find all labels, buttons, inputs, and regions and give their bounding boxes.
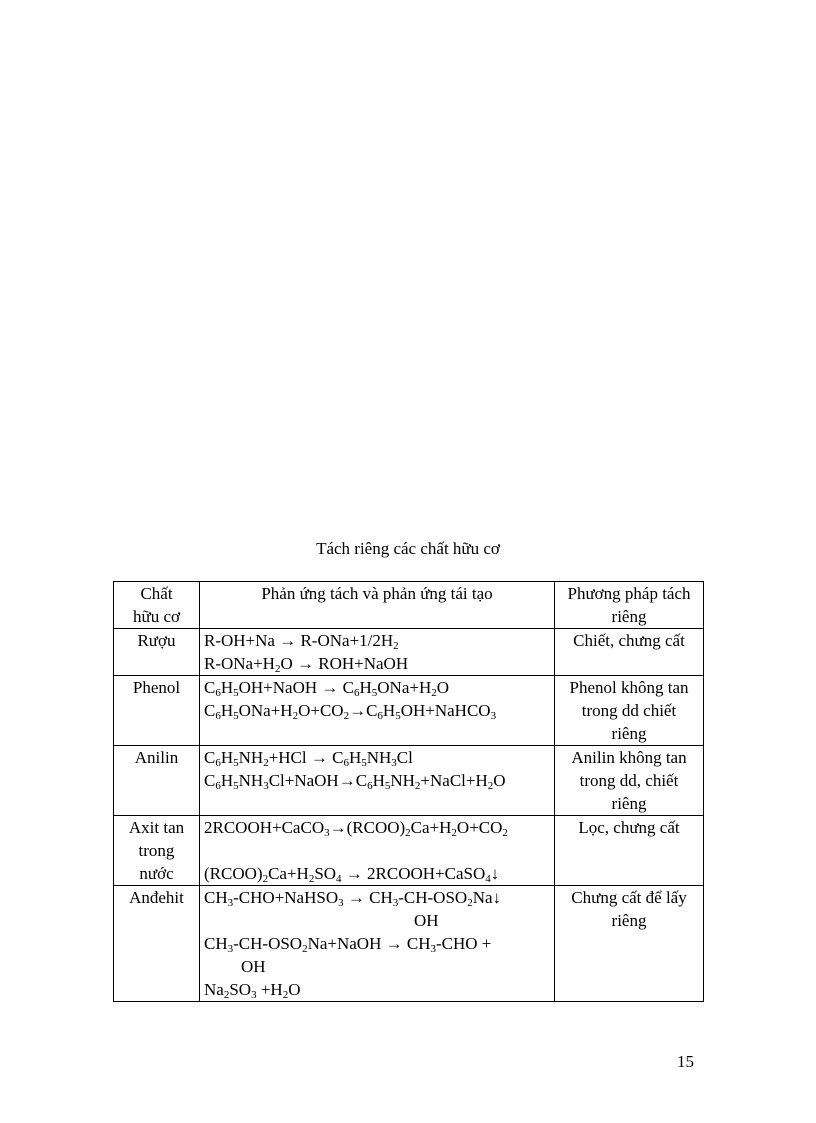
formula-text: -CHO+NaHSO [233, 888, 339, 907]
subscript: 2 [263, 757, 269, 769]
substance-cell: Rượu [114, 629, 200, 676]
subscript: 3 [391, 757, 397, 769]
reaction-line [204, 932, 550, 955]
subscript: 6 [215, 757, 221, 769]
formula-text: Cl+NaOH→C [268, 771, 368, 790]
reaction-line [204, 769, 550, 792]
formula-text: Ca+H [410, 818, 452, 837]
formula-text: OH [414, 911, 439, 930]
reaction-cell [200, 676, 555, 746]
formula-text: →(RCOO) [329, 818, 406, 837]
formula-text: +HCl → C [268, 748, 344, 767]
formula-text: NH [238, 771, 264, 790]
subscript: 5 [395, 710, 401, 722]
formula-text: C [204, 748, 216, 767]
formula-text: NH [390, 771, 415, 790]
subscript: 6 [215, 710, 221, 722]
substance-cell: Anilin [114, 746, 200, 816]
subscript: 3 [430, 943, 436, 955]
formula-text: -CH-OSO [398, 888, 468, 907]
formula-text: -CHO + [435, 934, 492, 953]
formula-text: OH+NaOH → C [238, 678, 354, 697]
formula-text: O+CO [456, 818, 503, 837]
formula-text: O [493, 771, 506, 790]
formula-text: O → ROH+NaOH [280, 654, 409, 673]
formula-text: O [436, 678, 450, 697]
formula-text: ONa+H [238, 701, 293, 720]
formula-text: C [204, 678, 216, 697]
reaction-line [204, 909, 550, 932]
header-substance: Chất hữu cơ [114, 582, 200, 629]
table-row [114, 886, 704, 1002]
formula-text: H [220, 748, 234, 767]
subscript: 5 [233, 780, 239, 792]
formula-text: 2RCOOH+CaCO [204, 818, 325, 837]
subscript: 3 [227, 943, 234, 955]
reaction-line [204, 886, 550, 909]
subscript: 5 [233, 757, 239, 769]
subscript: 2 [308, 873, 315, 885]
subscript: 2 [223, 989, 230, 1001]
reaction-line [204, 699, 550, 722]
formula-text: C [204, 771, 216, 790]
table-row [114, 816, 704, 886]
method-cell: Lọc, chưng cất [555, 816, 704, 886]
reaction-line [204, 652, 550, 675]
formula-text: +H [256, 980, 283, 999]
subscript: 2 [414, 780, 421, 792]
reaction-line [204, 978, 550, 1001]
subscript: 2 [431, 687, 437, 699]
subscript: 6 [353, 687, 360, 699]
subscript: 2 [292, 710, 299, 722]
subscript: 6 [367, 780, 373, 792]
subscript: 2 [302, 943, 308, 955]
subscript: 3 [324, 827, 330, 839]
formula-text: R-OH+Na → R-ONa+1/2H [204, 631, 394, 650]
subscript: 5 [233, 710, 239, 722]
subscript: 6 [377, 710, 383, 722]
subscript: 3 [251, 989, 257, 1001]
reaction-line [204, 862, 550, 885]
table-row [114, 746, 704, 816]
table-header-row [114, 582, 704, 629]
method-cell: Anilin không tan trong dd, chiết riêng [555, 746, 704, 816]
formula-text: O+CO [298, 701, 344, 720]
formula-text: SO [314, 864, 337, 883]
subscript: 2 [282, 989, 289, 1001]
subscript: 2 [451, 827, 457, 839]
subscript: 2 [262, 873, 269, 885]
blank-line [204, 839, 550, 862]
formula-text: C [204, 701, 216, 720]
subscript: 6 [343, 757, 349, 769]
formula-text: Na↓ [472, 888, 502, 907]
reaction-cell [200, 746, 555, 816]
formula-text: → 2RCOOH+CaSO [341, 864, 486, 883]
subscript: 2 [274, 663, 281, 675]
substance-cell: Axit tan trong nước [114, 816, 200, 886]
formula-text: Na+NaOH → CH [307, 934, 431, 953]
subscript: 5 [371, 687, 378, 699]
method-cell: Chiết, chưng cất [555, 629, 704, 676]
formula-text: O [288, 980, 301, 999]
formula-text: +NaCl+H [420, 771, 488, 790]
formula-text: →C [349, 701, 378, 720]
subscript: 6 [215, 780, 221, 792]
reaction-cell [200, 816, 555, 886]
formula-text: H [359, 678, 372, 697]
subscript: 6 [215, 687, 221, 699]
reaction-cell [200, 629, 555, 676]
formula-text: H [372, 771, 385, 790]
reaction-line [204, 629, 550, 652]
formula-text: R-ONa+H [204, 654, 275, 673]
subscript: 3 [392, 897, 399, 909]
formula-text: H [220, 678, 234, 697]
table-row [114, 676, 704, 746]
subscript: 2 [393, 640, 399, 652]
formula-text: H [220, 771, 234, 790]
reaction-line [204, 816, 550, 839]
formula-text: NH [238, 748, 264, 767]
subscript: 2 [467, 897, 473, 909]
method-cell: Phenol không tan trong dd chiết riêng [555, 676, 704, 746]
formula-text: → CH [343, 888, 393, 907]
table-caption: Tách riêng các chất hữu cơ [316, 539, 500, 558]
formula-text: H [348, 748, 362, 767]
subscript: 5 [233, 687, 239, 699]
formula-text: NH [366, 748, 392, 767]
subscript: 2 [487, 780, 494, 792]
subscript: 3 [490, 710, 497, 722]
formula-text: -CH-OSO [233, 934, 303, 953]
subscript: 3 [338, 897, 344, 909]
page-number: 15 [677, 1052, 694, 1071]
subscript: 4 [485, 873, 491, 885]
formula-text: H [220, 701, 234, 720]
method-cell: Chưng cất để lấy riêng [555, 886, 704, 1002]
header-method: Phương pháp tách riêng [555, 582, 704, 629]
reaction-line [204, 676, 550, 699]
reaction-line [204, 955, 550, 978]
separation-table [113, 581, 704, 1002]
formula-text: OH [241, 957, 266, 976]
substance-cell: Phenol [114, 676, 200, 746]
formula-text: Cl [396, 748, 413, 767]
formula-text: H [382, 701, 396, 720]
subscript: 3 [227, 897, 234, 909]
subscript: 3 [263, 780, 269, 792]
reaction-line [204, 746, 550, 769]
subscript: 2 [502, 827, 508, 839]
formula-text: SO [229, 980, 252, 999]
formula-text: (RCOO) [204, 864, 263, 883]
subscript: 5 [384, 780, 391, 792]
subscript: 2 [343, 710, 350, 722]
header-reactions: Phản ứng tách và phản ứng tái tạo [200, 582, 555, 629]
subscript: 5 [361, 757, 367, 769]
formula-text: Ca+H [268, 864, 309, 883]
reaction-cell [200, 886, 555, 1002]
subscript: 4 [336, 873, 342, 885]
table-row [114, 629, 704, 676]
formula-text: OH+NaHCO [400, 701, 491, 720]
formula-text: CH [204, 888, 228, 907]
formula-text: Na [204, 980, 224, 999]
substance-cell: Anđehit [114, 886, 200, 1002]
formula-text: ONa+H [377, 678, 432, 697]
formula-text: CH [204, 934, 228, 953]
subscript: 2 [405, 827, 411, 839]
formula-text: ↓ [490, 864, 500, 883]
